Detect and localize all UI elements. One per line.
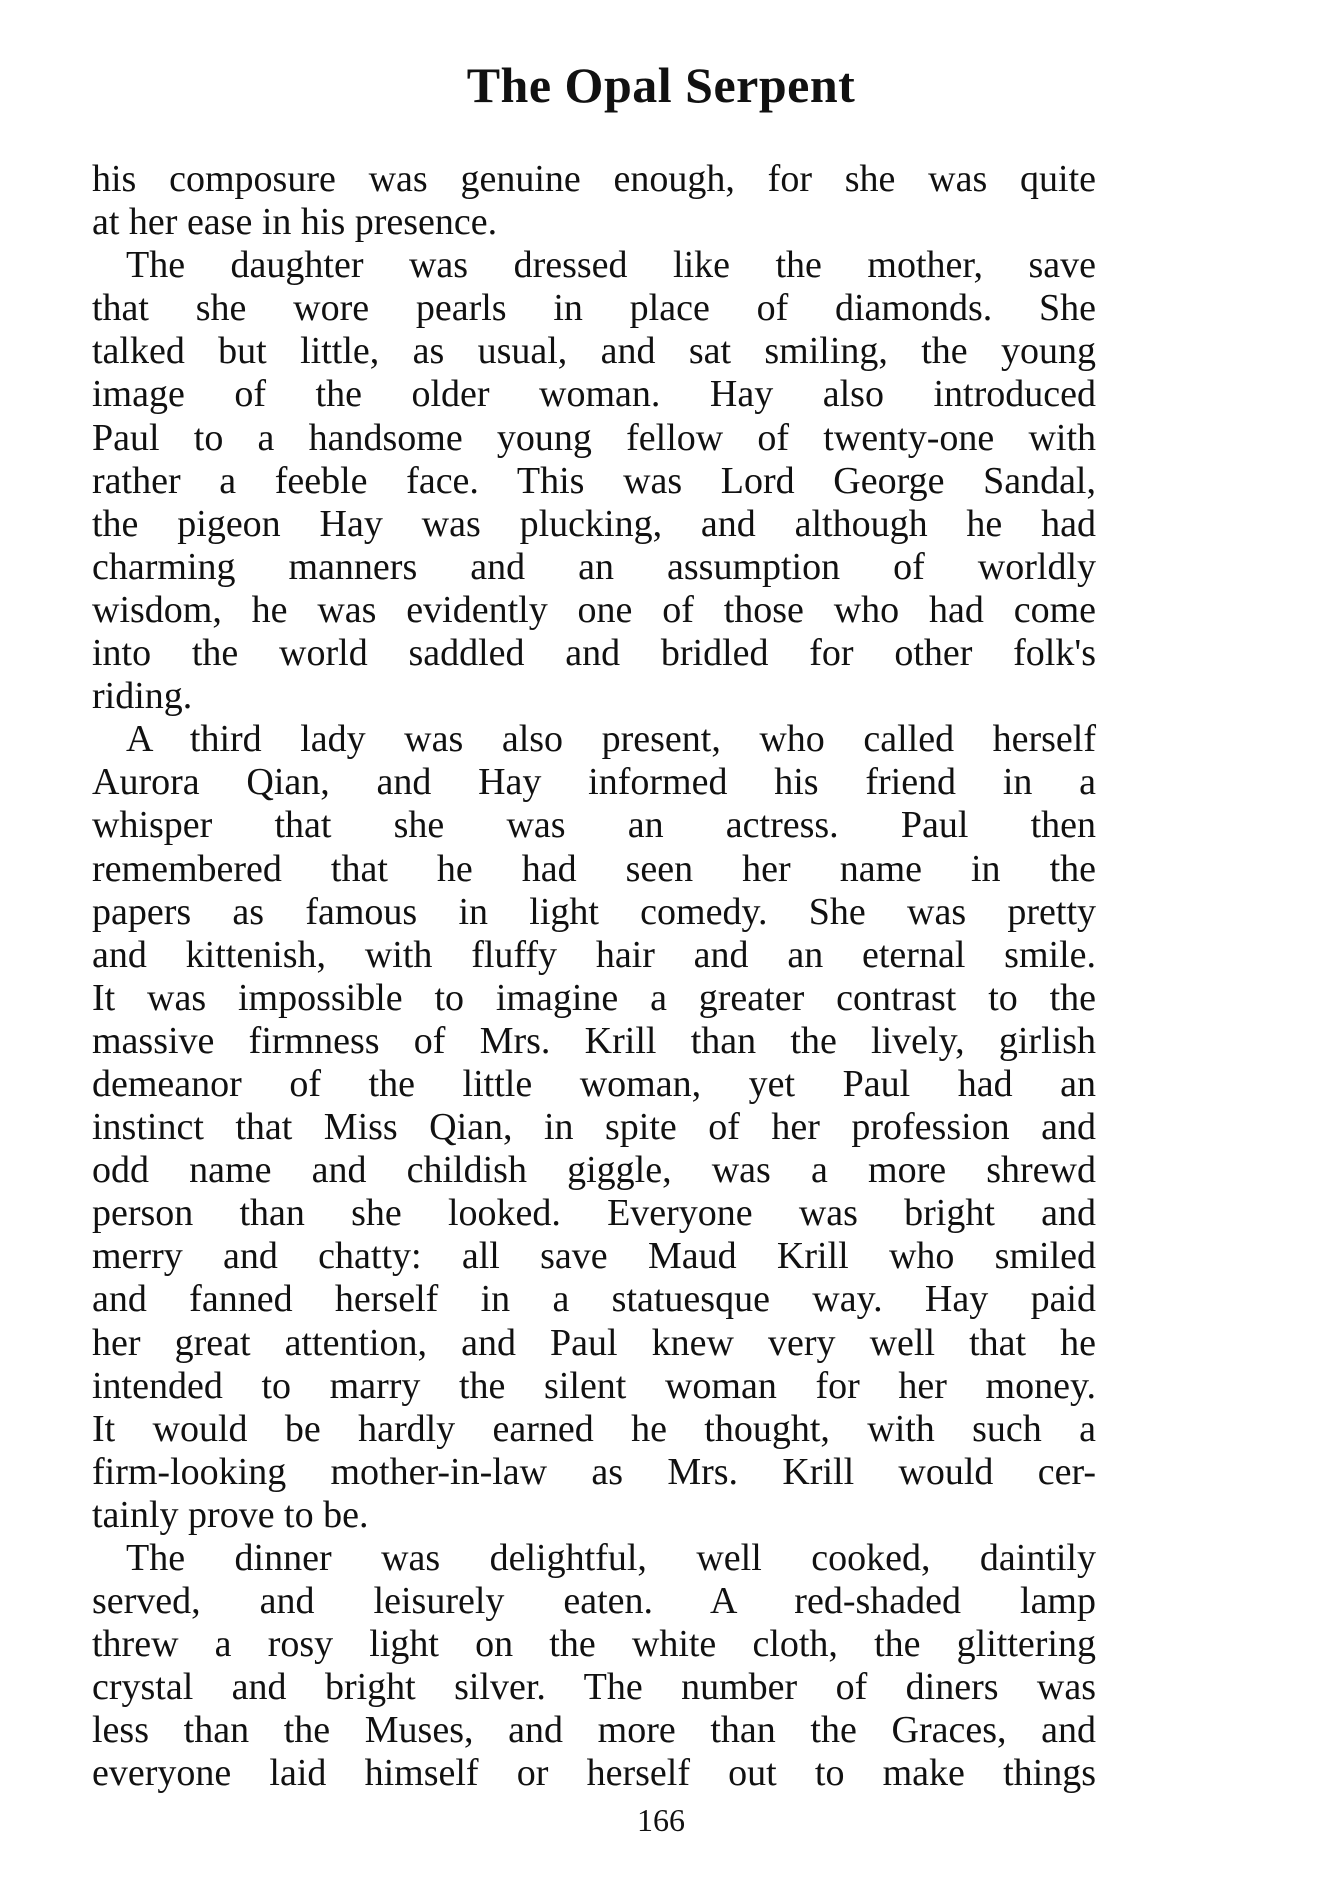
text-line: person than she looked. Everyone was bright and [92,1192,1096,1235]
text-line: riding. [92,675,193,718]
text-line: firm-looking mother-in-law as Mrs. Krill would cer- [92,1450,1096,1493]
text-line: the pigeon Hay was plucking, and although he had [92,502,1096,545]
text-line: that she wore pearls in place of diamonds. She [92,287,1096,330]
text-line: whisper that she was an actress. Paul then [92,804,1096,847]
text-line: demeanor of the little woman, yet Paul had an [92,1062,1096,1105]
text-line: talked but little, as usual, and sat smiling, the young [92,330,1096,373]
text-line: his composure was genuine enough, for she was quite [92,158,1096,200]
text-line: threw a rosy light on the white cloth, the glittering [92,1623,1096,1666]
text-line: and kittenish, with fluffy hair and an eternal smile. [92,933,1096,976]
text-line: odd name and childish giggle, was a more shrewd [92,1149,1096,1192]
text-line: Aurora Qian, and Hay informed his friend in a [92,761,1096,804]
text-line: papers as famous in light comedy. She was pretty [92,890,1096,933]
text-line: merry and chatty: all save Maud Krill who smiled [92,1235,1096,1278]
text-line: remembered that he had seen her name in the [92,847,1096,890]
text-line: served, and leisurely eaten. A red-shaded lamp [92,1580,1096,1623]
running-title: The Opal Serpent [466,57,856,113]
text-line: instinct that Miss Qian, in spite of her profession and [92,1106,1096,1149]
text-line: massive firmness of Mrs. Krill than the lively, girlish [92,1019,1096,1062]
text-line: The daughter was dressed like the mother, save [126,244,1096,287]
text-line: less than the Muses, and more than the Graces, and [92,1709,1096,1752]
text-line: image of the older woman. Hay also introduced [92,373,1096,416]
text-line: A third lady was also present, who called herself [126,718,1096,761]
page-number: 166 [637,1802,685,1838]
text-line: tainly prove to be. [92,1493,369,1536]
text-line: charming manners and an assumption of worldly [92,545,1096,588]
text-line: wisdom, he was evidently one of those who had come [92,588,1096,631]
text-line: It would be hardly earned he thought, with such a [92,1407,1096,1450]
text-line: rather a feeble face. This was Lord George Sandal, [92,459,1096,502]
text-line: at her ease in his presence. [92,201,498,244]
text-line: everyone laid himself or herself out to make things [92,1752,1096,1795]
text-line: into the world saddled and bridled for other folk's [92,632,1096,675]
text-line: crystal and bright silver. The number of diners was [92,1666,1096,1709]
text-line: It was impossible to imagine a greater contrast to the [92,976,1096,1019]
text-line: The dinner was delightful, well cooked, daintily [126,1537,1096,1579]
body-text [92,158,1096,1796]
text-line: Paul to a handsome young fellow of twenty-one with [92,416,1096,459]
text-line: and fanned herself in a statuesque way. Hay paid [92,1278,1096,1321]
text-line: her great attention, and Paul knew very well that he [92,1321,1096,1364]
text-line: intended to marry the silent woman for her money. [92,1364,1096,1407]
